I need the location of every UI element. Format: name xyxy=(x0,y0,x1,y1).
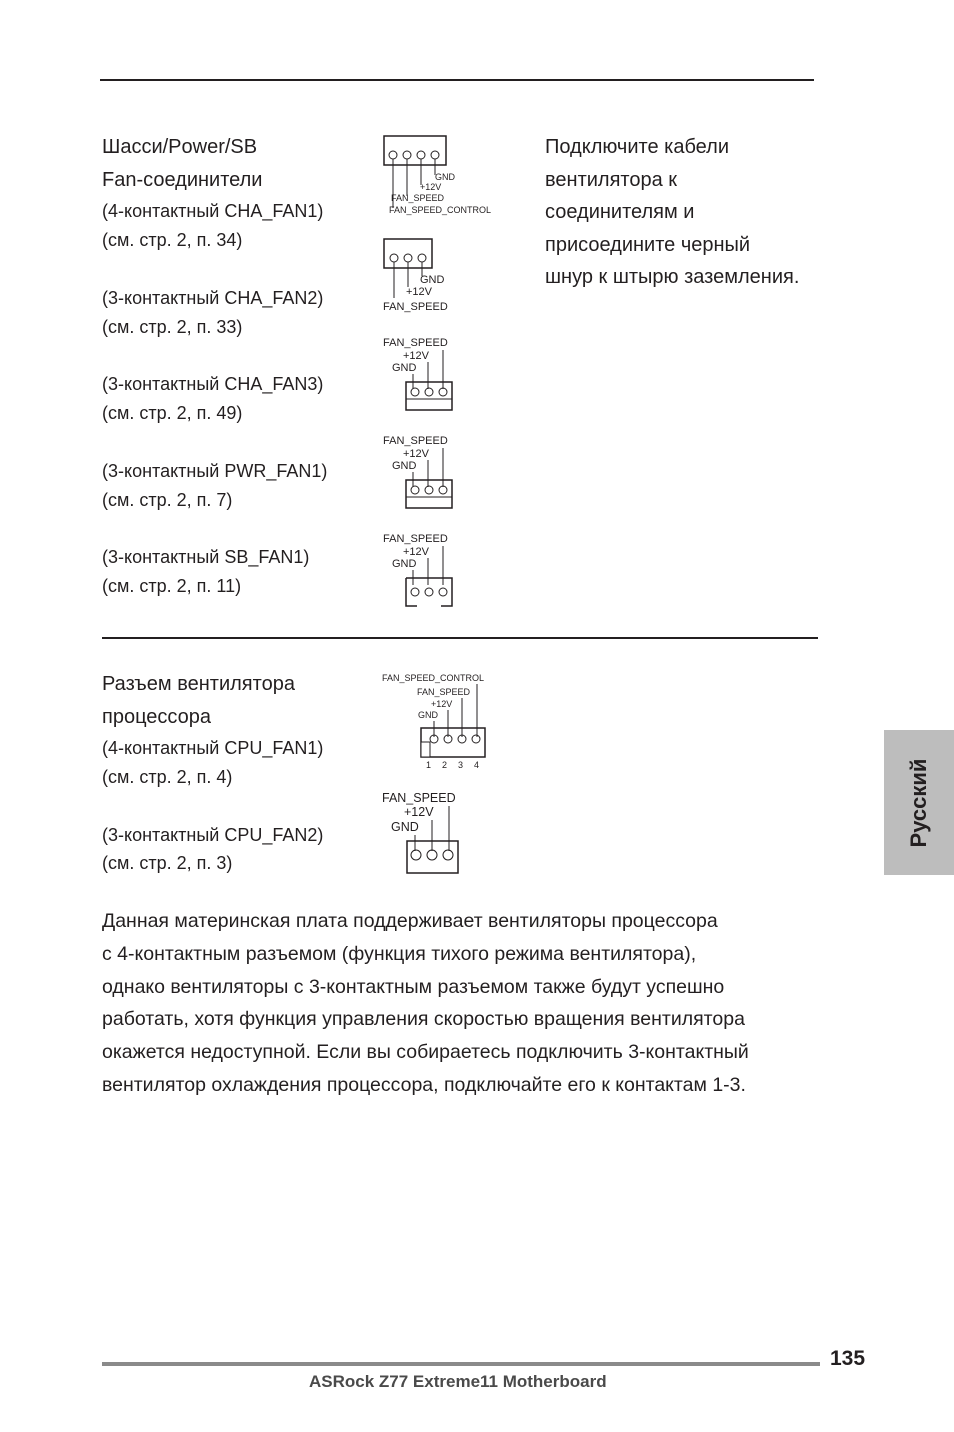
pin-number-2: 2 xyxy=(442,760,448,770)
pin-label-12v: +12V xyxy=(403,546,429,558)
footer-rule xyxy=(102,1362,820,1366)
cpu-title-line2: процессора xyxy=(102,706,212,728)
pin-label-fan-speed-control: FAN_SPEED_CONTROL xyxy=(389,205,492,215)
pin-number-3: 3 xyxy=(458,760,464,770)
page-number: 135 xyxy=(830,1347,866,1370)
pin-label-12v: +12V xyxy=(403,350,429,362)
pwr-fan1-ref: (см. стр. 2, п. 7) xyxy=(102,490,233,510)
pwr-fan1-connector-diagram xyxy=(383,432,473,512)
pin-number-1: 1 xyxy=(426,760,432,770)
cpu-fan2-ref: (см. стр. 2, п. 3) xyxy=(102,853,233,873)
pin-label-fan-speed-control: FAN_SPEED_CONTROL xyxy=(382,673,485,683)
top-rule xyxy=(100,79,814,81)
language-side-tab xyxy=(884,730,954,875)
cha-fan3-label: (3-контактный CHA_FAN3) xyxy=(102,374,324,394)
pin-label-fan-speed: FAN_SPEED xyxy=(417,687,471,697)
cha-fan1-ref: (см. стр. 2, п. 34) xyxy=(102,230,243,250)
pin-label-gnd: GND xyxy=(392,558,417,570)
pin-label-12v: +12V xyxy=(404,805,434,819)
paragraph-line: вентилятор охлаждения процессора, подключайте его к контактам 1-3. xyxy=(102,1073,746,1096)
cpu-title-line1: Разъем вентилятора xyxy=(102,673,295,695)
cha-fan2-ref: (см. стр. 2, п. 33) xyxy=(102,317,243,337)
footer-title: ASRock Z77 Extreme11 Motherboard xyxy=(309,1372,607,1391)
pin-label-12v: +12V xyxy=(420,182,442,192)
paragraph-line: работать, хотя функция управления скоростью вращения вентилятора xyxy=(102,1008,745,1031)
pin-number-4: 4 xyxy=(474,760,480,770)
pin-label-gnd: GND xyxy=(435,172,455,182)
instruction-line-4: присоедините черный xyxy=(545,234,751,256)
cpu-fan1-label: (4-контактный CPU_FAN1) xyxy=(102,738,324,758)
pin-label-gnd: GND xyxy=(391,820,419,834)
pin-label-fan-speed: FAN_SPEED xyxy=(383,301,448,313)
cpu-fan2-connector-diagram xyxy=(382,789,477,879)
pin-label-12v: +12V xyxy=(406,286,432,298)
sb-fan1-connector-diagram xyxy=(383,530,473,610)
paragraph-line: Данная материнская плата поддерживает вентиляторы процессора xyxy=(102,910,718,932)
language-tab-label: Русский xyxy=(906,758,931,847)
cha-fan3-ref: (см. стр. 2, п. 49) xyxy=(102,403,243,423)
section-rule xyxy=(102,637,818,639)
cpu-fan1-ref: (см. стр. 2, п. 4) xyxy=(102,767,233,787)
sb-fan1-label: (3-контактный SB_FAN1) xyxy=(102,547,310,567)
paragraph-line: окажется недоступной. Если вы собираетесь подключить 3-контактный xyxy=(102,1041,749,1064)
pin-label-12v: +12V xyxy=(403,448,429,460)
pin-label-gnd: GND xyxy=(418,710,438,720)
pin-label-gnd: GND xyxy=(392,460,417,472)
pin-label-12v: +12V xyxy=(431,699,453,709)
pin-label-fan-speed: FAN_SPEED xyxy=(383,533,448,545)
cha-fan1-label: (4-контактный CHA_FAN1) xyxy=(102,201,324,221)
cpu-fan-note-paragraph xyxy=(102,905,842,1102)
cpu-fan2-label: (3-контактный CPU_FAN2) xyxy=(102,825,324,845)
chassis-title-line1: Шасси/Power/SB xyxy=(102,136,258,158)
cha-fan2-connector-diagram xyxy=(383,238,473,318)
cha-fan1-connector-diagram xyxy=(383,135,503,220)
pin-label-fan-speed: FAN_SPEED xyxy=(383,435,448,447)
chassis-title-line2: Fan-соединители xyxy=(102,169,263,191)
pin-label-gnd: GND xyxy=(392,362,417,374)
instruction-line-2: вентилятора к xyxy=(545,169,678,191)
pin-label-fan-speed: FAN_SPEED xyxy=(383,337,448,349)
sb-fan1-ref: (см. стр. 2, п. 11) xyxy=(102,576,242,596)
instruction-line-3: соединителям и xyxy=(545,201,695,223)
paragraph-line: однако вентиляторы с 3-контактным разъемом также будут успешно xyxy=(102,975,725,998)
pin-label-fan-speed: FAN_SPEED xyxy=(391,193,445,203)
cha-fan2-label: (3-контактный CHA_FAN2) xyxy=(102,288,324,308)
pwr-fan1-label: (3-контактный PWR_FAN1) xyxy=(102,461,328,481)
cha-fan3-connector-diagram xyxy=(383,334,473,414)
instruction-line-5: шнур к штырю заземления. xyxy=(545,266,800,288)
cpu-fan1-connector-diagram xyxy=(380,672,510,772)
instruction-line-1: Подключите кабели xyxy=(545,136,729,158)
paragraph-line: с 4-контактным разъемом (функция тихого режима вентилятора), xyxy=(102,942,697,965)
pin-label-fan-speed: FAN_SPEED xyxy=(382,791,456,805)
pin-label-gnd: GND xyxy=(420,274,445,286)
